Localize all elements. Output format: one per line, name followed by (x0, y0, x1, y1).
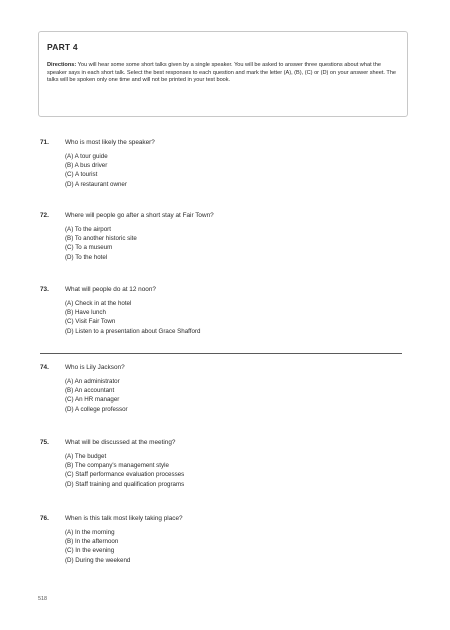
option-b: (B) Have lunch (65, 309, 106, 317)
question-number: 74. (40, 364, 49, 371)
option-d: (D) A restaurant owner (65, 180, 127, 188)
question-71 (40, 139, 420, 189)
option-d: (D) During the weekend (65, 556, 131, 564)
option-a: (A) Check in at the hotel (65, 300, 132, 307)
option-c: (C) A tourist (65, 171, 98, 179)
question-number: 75. (40, 439, 49, 446)
option-c: (C) Staff performance evaluation processes (65, 471, 185, 479)
option-c: (C) In the evening (65, 547, 115, 555)
option-d: (D) A college professor (65, 405, 128, 413)
option-a: (A) To the airport (65, 226, 111, 233)
question-number: 76. (40, 515, 49, 522)
question-text: What will be discussed at the meeting? (65, 439, 176, 446)
option-a: (A) In the morning (65, 529, 115, 536)
option-d: (D) Staff training and qualification programs (65, 480, 185, 488)
option-b: (B) In the afternoon (65, 538, 119, 546)
option-a: (A) An administrator (65, 378, 120, 385)
question-number: 73. (40, 286, 49, 293)
question-74 (40, 364, 420, 414)
option-b: (B) A bus driver (65, 162, 108, 170)
directions-label: Directions: (47, 62, 77, 68)
question-72 (40, 212, 420, 262)
question-text: What will people do at 12 noon? (65, 286, 156, 293)
option-b: (B) An accountant (65, 387, 115, 395)
option-c: (C) An HR manager (65, 396, 120, 404)
option-b: (B) To another historic site (65, 235, 137, 243)
question-text: Who is Lily Jackson? (65, 364, 125, 371)
question-76 (40, 515, 420, 565)
question-text: When is this talk most likely taking place? (65, 515, 183, 522)
option-d: (D) Listen to a presentation about Grace Shafford (65, 327, 201, 335)
part-title: PART 4 (47, 42, 78, 52)
question-text: Where will people go after a short stay at Fair Town? (65, 212, 214, 219)
page-number: 518 (38, 596, 47, 602)
question-75 (40, 439, 420, 489)
option-a: (A) The budget (65, 453, 107, 460)
directions-text (47, 62, 399, 85)
question-number: 72. (40, 212, 49, 219)
question-number: 71. (40, 139, 49, 146)
option-c: (C) To a museum (65, 244, 113, 252)
section-divider (40, 353, 402, 354)
directions-box (38, 31, 408, 117)
question-text: Who is most likely the speaker? (65, 139, 155, 146)
option-d: (D) To the hotel (65, 253, 108, 261)
option-b: (B) The company's management style (65, 462, 169, 470)
question-73 (40, 286, 420, 336)
option-c: (C) Visit Fair Town (65, 318, 116, 326)
directions-body: You will hear some some short talks given by a single speaker. You will be asked to answer three questions about what the speaker says in each short talk. Select the best responses to each question and mark the letter (A), (B), (C) or (D) on your answer sheet. The talks will be spoken only one time and will not be printed in your test book. (47, 62, 397, 84)
option-a: (A) A tour guide (65, 153, 108, 160)
